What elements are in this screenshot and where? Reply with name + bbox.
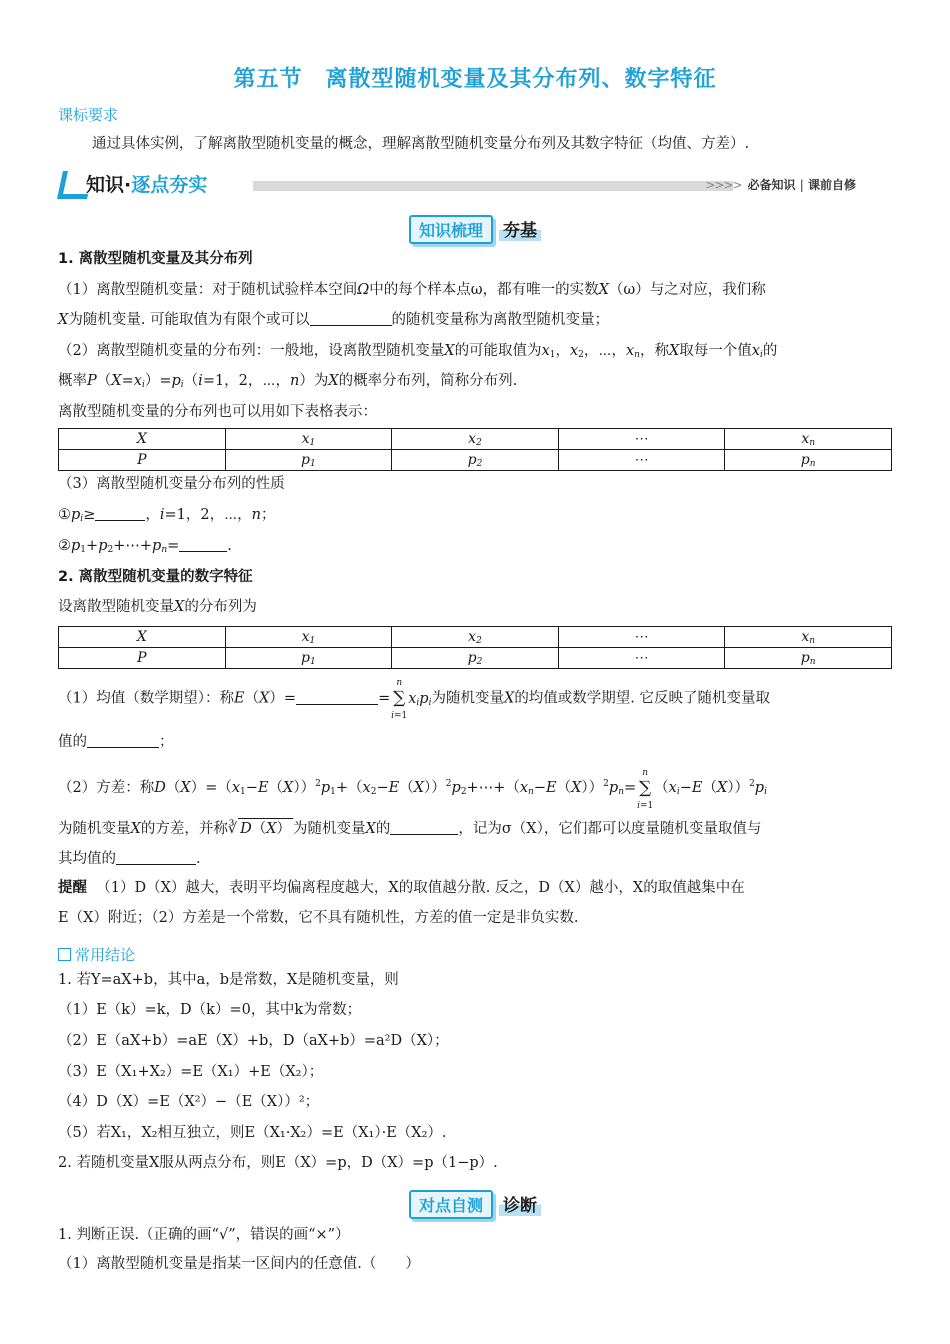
sqrt-symbol: ∛ (227, 821, 238, 837)
sum-symbol: n ∑ i=1 (637, 767, 654, 811)
sec1-para4: （3）离散型随机变量分布列的性质 (58, 476, 285, 492)
badge-tail: 夯基 (499, 216, 541, 241)
table-cell: $p_n$ (725, 648, 892, 669)
blank[interactable] (179, 537, 227, 552)
banner-left-b: 逐点夯实 (131, 174, 208, 196)
table-cell: $p_2$ (392, 648, 559, 669)
conclusion-2: 2. 若随机变量X服从两点分布，则E（X）=p，D（X）=p（1−p）. (58, 1155, 498, 1171)
blank[interactable] (116, 850, 196, 865)
table-cell: X (59, 627, 226, 648)
blank[interactable] (310, 311, 392, 326)
tip-line2: E（X）附近；（2）方差是一个常数，它不具有随机性，方差的值一定是非负实数. (58, 910, 579, 926)
mean-line1: （1）均值（数学期望）：称E（X）= = n ∑ i=1 $x_ip_i$为随机变量X的均值或数学期望. 它反映了随机变量取 (58, 678, 771, 721)
blank[interactable] (95, 506, 145, 521)
table-cell: $p_1$ (225, 648, 392, 669)
badge-tail: 诊断 (499, 1191, 541, 1216)
sec2-intro: 设离散型随机变量X的分布列为 (58, 599, 257, 615)
table-cell: $x_2$ (392, 627, 559, 648)
distribution-table-2 (58, 626, 892, 669)
page-title: 第五节 离散型随机变量及其分布列、数字特征 (233, 67, 717, 92)
sec1-para1-line2: X为随机变量. 可能取值为有限个或可以 的随机变量称为离散型随机变量； (58, 312, 610, 328)
blank[interactable] (296, 690, 378, 705)
blank[interactable] (87, 733, 159, 748)
table-cell: $p_2$ (392, 450, 559, 471)
badge-box: 对点自测 (409, 1190, 493, 1219)
variance-line2: 为随机变量X的方差，并称∛ D（X） 为随机变量X的 ，记为σ（X），它们都可以度量随机变量取值与 (58, 818, 761, 839)
table-cell: ⋯ (558, 627, 725, 648)
square-icon (58, 948, 71, 961)
property-2: $②p_1+p_2+\cdots+p_n=$ . (58, 538, 232, 555)
property-1: $①p_i\ge$ ，i=1，2，⋯，n； (58, 507, 276, 524)
table-row (59, 429, 892, 450)
banner-right-a: 必备知识 (747, 178, 796, 192)
table-cell: $x_1$ (225, 429, 392, 450)
table-cell: P (59, 648, 226, 669)
table-cell: $x_n$ (725, 627, 892, 648)
banner-bar (253, 181, 733, 191)
variance-line3: 其均值的 . (58, 851, 201, 867)
table-cell: $p_1$ (225, 450, 392, 471)
conclusion-1-4: （4）D（X）=E（X²）−（E（X））²； (58, 1094, 320, 1110)
conclusions-heading: 常用结论 (58, 945, 135, 965)
table-cell: $x_1$ (225, 627, 392, 648)
distribution-table-1 (58, 428, 892, 471)
table-cell: $x_n$ (725, 429, 892, 450)
banner-right (705, 176, 856, 193)
conclusion-1-1: （1）E（k）=k，D（k）=0，其中k为常数； (58, 1002, 362, 1018)
selftest-q1-1: （1）离散型随机变量是指某一区间内的任意值.（ ） (58, 1256, 420, 1272)
table-row (59, 450, 892, 471)
conclusion-1-2: （2）E（aX+b）=aE（X）+b，D（aX+b）=a²D（X）； (58, 1033, 449, 1049)
badge-box: 知识梳理 (409, 215, 493, 244)
sec1-para3: 离散型随机变量的分布列也可以用如下表格表示： (58, 404, 377, 420)
section1-heading: 1. 离散型随机变量及其分布列 (58, 251, 253, 267)
mean-line2: 值的 ； (58, 734, 174, 750)
banner-right-b: 课前自修 (807, 178, 856, 192)
table-cell: ⋯ (558, 648, 725, 669)
arrows-icon: >>>> (705, 178, 742, 192)
table-cell: X (59, 429, 226, 450)
sum-symbol: n ∑ i=1 (391, 678, 408, 721)
section-badge-selftest (0, 1190, 950, 1220)
table-row (59, 627, 892, 648)
table-cell: ⋯ (558, 450, 725, 471)
selftest-q1: 1. 判断正误.（正确的画“√”，错误的画“×”） (58, 1227, 350, 1243)
curriculum-heading: 课标要求 (58, 106, 119, 124)
banner-dot: · (124, 174, 132, 196)
tip-line1: 提醒 （1）D（X）越大，表明平均偏离程度越大，X的取值越分散. 反之，D（X）越小，X的取值越集中在 (58, 880, 745, 896)
curriculum-text: 通过具体实例，了解离散型随机变量的概念，理解离散型随机变量分布列及其数字特征（均值、方差）. (92, 136, 750, 152)
section-badge-knowledge (0, 215, 950, 245)
section2-heading: 2. 离散型随机变量的数字特征 (58, 569, 253, 585)
table-row (59, 648, 892, 669)
sqrt-radicand: D（X） (238, 818, 293, 839)
knowledge-banner (58, 167, 892, 201)
table-cell: ⋯ (558, 429, 725, 450)
banner-left-a: 知识 (86, 174, 125, 196)
variance-line1: （2）方差：称$D(X)=(x_1-E(X))^2p_1+(x_2-E(X))^2p_2+\cdots+(x_n-E(X))^2p_n=$ n ∑ i=1 $(x_i-E(X))^2p_i$ (58, 767, 767, 811)
banner-sep: | (799, 178, 804, 192)
sec1-para2-line1: （2）离散型随机变量的分布列：一般地，设离散型随机变量X的可能取值为$x_1$，$x_2$，⋯，$x_n$，称X取每一个值$x_i$的 (58, 343, 778, 360)
tip-label: 提醒 (58, 880, 87, 896)
blank[interactable] (390, 820, 458, 835)
conclusion-1-5: （5）若X₁，X₂相互独立，则E（X₁·X₂）=E（X₁）·E（X₂）. (58, 1125, 447, 1141)
table-cell: P (59, 450, 226, 471)
sec1-para1-line1: （1）离散型随机变量：对于随机试验样本空间Ω中的每个样本点ω，都有唯一的实数X（ω）与之对应，我们称 (58, 282, 766, 298)
table-cell: $x_2$ (392, 429, 559, 450)
conclusion-1: 1. 若Y=aX+b，其中a，b是常数，X是随机变量，则 (58, 972, 399, 988)
sec1-para2-line2: 概率$P(X=x_i)=p_i(i=1$，2，⋯，n）为X的概率分布列，简称分布列. (58, 373, 518, 390)
table-cell: $p_n$ (725, 450, 892, 471)
conclusion-1-3: （3）E（X₁+X₂）=E（X₁）+E（X₂）； (58, 1064, 324, 1080)
